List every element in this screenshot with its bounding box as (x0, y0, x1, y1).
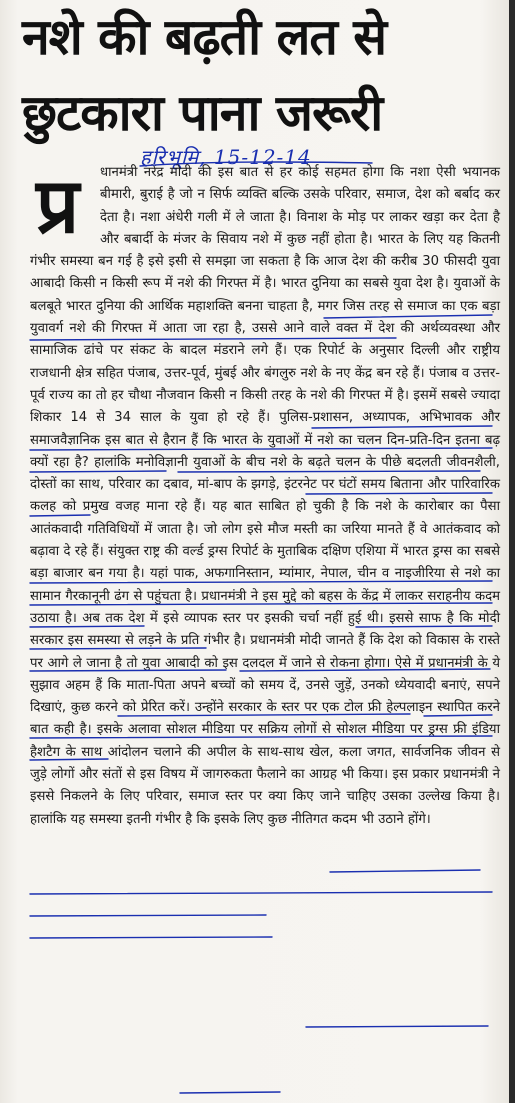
article-body (30, 162, 500, 831)
headline-line-1: नशे की बढ़ती लत से (22, 8, 387, 66)
underline-mark (30, 915, 266, 916)
underline-mark (180, 1092, 280, 1093)
article-paragraph: धानमंत्री नरेंद्र मोदी की इस बात से हर कोई सहमत होगा कि नशा ऐसी भयानक बीमारी, बुराई है जो न सिर्फ व्यक्ति बल्कि उसके परिवार, समाज, देश को बर्बाद कर देता है। नशा अंधेरी गली में ले जाता है। विनाश के मोड़ पर लाकर खड़ा कर देता है और बबार्दी के मंजर के सिवाय नशे में कुछ नहीं होता है। भारत के लिए यह कितनी गंभीर समस्या बन गई है इसे इसी से समझा जा सकता है कि आज देश की करीब 30 फीसदी युवा आबादी किसी न किसी रूप में नशे की गिरफ्त में है। भारत दुनिया का सबसे युवा देश है। युवाओं के बलबूते भारत दुनिया की आर्थिक महाशक्ति बनना चाहता है, मगर जिस तरह से समाज का एक बड़ा युवावर्ग नशे की गिरफ्त में आता जा रहा है, उससे आने वाले वक्त में देश की अर्थव्यवस्था और सामाजिक ढांचे पर संकट के बादल मंडराने लगे हैं। एक रिपोर्ट के अनुसार दिल्ली और राष्ट्रीय राजधानी क्षेत्र सहित पंजाब, उत्तर-पूर्व, मुंबई और बंगलुरु नशे के नए केंद्र बन रहे हैं। पंजाब व उत्तर-पूर्व राज्य का तो हर चौथा नौजवान किसी न किसी तरह के नशे की गिरफ्त में है। इसमें सबसे ज्यादा शिकार 14 से 34 साल के युवा हो रहे हैं। पुलिस-प्रशासन, अध्यापक, अभिभावक और समाजवैज्ञानिक इस बात से हैरान हैं कि भारत के युवाओं में नशे का चलन दिन-प्रति-दिन इतना बढ़ क्यों रहा है? हालांकि मनोविज्ञानी युवाओं के बीच नशे के बढ़ते चलन के पीछे बदलती जीवनशैली, दोस्तों का साथ, परिवार का दबाव, मां-बाप के झगड़े, इंटरनेट पर घंटों समय बिताना और पारिवारिक कलह को प्रमुख वजह माना रहे हैं। यह बात साबित हो चुकी है कि नशे के कारोबार का पैसा आतंकवादी गतिविधियों में जाता है। जो लोग इसे मौज मस्ती का जरिया मानते हैं वे आतंकवाद को बढ़ावा दे रहे हैं। संयुक्त राष्ट्र की वर्ल्ड ड्रग्स रिपोर्ट के मुताबिक दक्षिण एशिया में भारत ड्रग्स का सबसे बड़ा बाजार बन गया है। यहां पाक, अफगानिस्तान, म्यांमार, नेपाल, चीन व नाइजीरिया से नशे का सामान गैरकानूनी ढंग से पहुंचता है। प्रधानमंत्री ने इस मुद्दे को बहस के केंद्र में लाकर सराहनीय कदम उठाया है। अब तक देश में इसे व्यापक स्तर पर इसकी चर्चा नहीं हुई थी। इससे साफ है कि मोदी सरकार इस समस्या से लड़ने के प्रति गंभीर है। प्रधानमंत्री मोदी जानते हैं कि देश को विकास के रास्ते पर आगे ले जाना है तो युवा आबादी को इस दलदल में जाने से रोकना होगा। ऐसे में प्रधानमंत्री के ये सुझाव अहम हैं कि माता-पिता अपने बच्चों को समय दें, उनसे जुड़ें, उनको ध्येयवादी बनाएं, सपने दिखाएं, कुछ करने को प्रेरित करें। उन्होंने सरकार के स्तर पर एक टोल फ्री हेल्पलाइन स्थापित करने बात कही है। इसके अलावा सोशल मीडिया पर सक्रिय लोगों से सोशल मीडिया पर ड्रग्स फ्री इंडिया हैशटैग के साथ आंदोलन चलाने की अपील के साथ-साथ खेल, कला जगत, सार्वजनिक जीवन से जुड़े लोगों और संतों से इस विषय में जागरुकता फैलाने का आग्रह भी किया। इस प्रकार प्रधानमंत्री ने इससे निकलने के लिए परिवार, समाज स्तर पर क्या किए जाने चाहिए उसका उल्लेख किया है। हालांकि यह समस्या इतनी गंभीर है कि इसके लिए कुछ नीतिगत कदम भी उठाने होंगे। (30, 165, 500, 827)
handwritten-dateline: हरिभूमि, 15-12-14 (140, 145, 312, 169)
headline-line-2: छुटकारा पाना जरूरी (22, 84, 383, 142)
underline-mark (30, 892, 492, 894)
underline-mark (330, 870, 480, 872)
underline-mark (30, 937, 272, 938)
underline-mark (306, 1026, 488, 1027)
drop-cap: प्र (36, 161, 80, 250)
